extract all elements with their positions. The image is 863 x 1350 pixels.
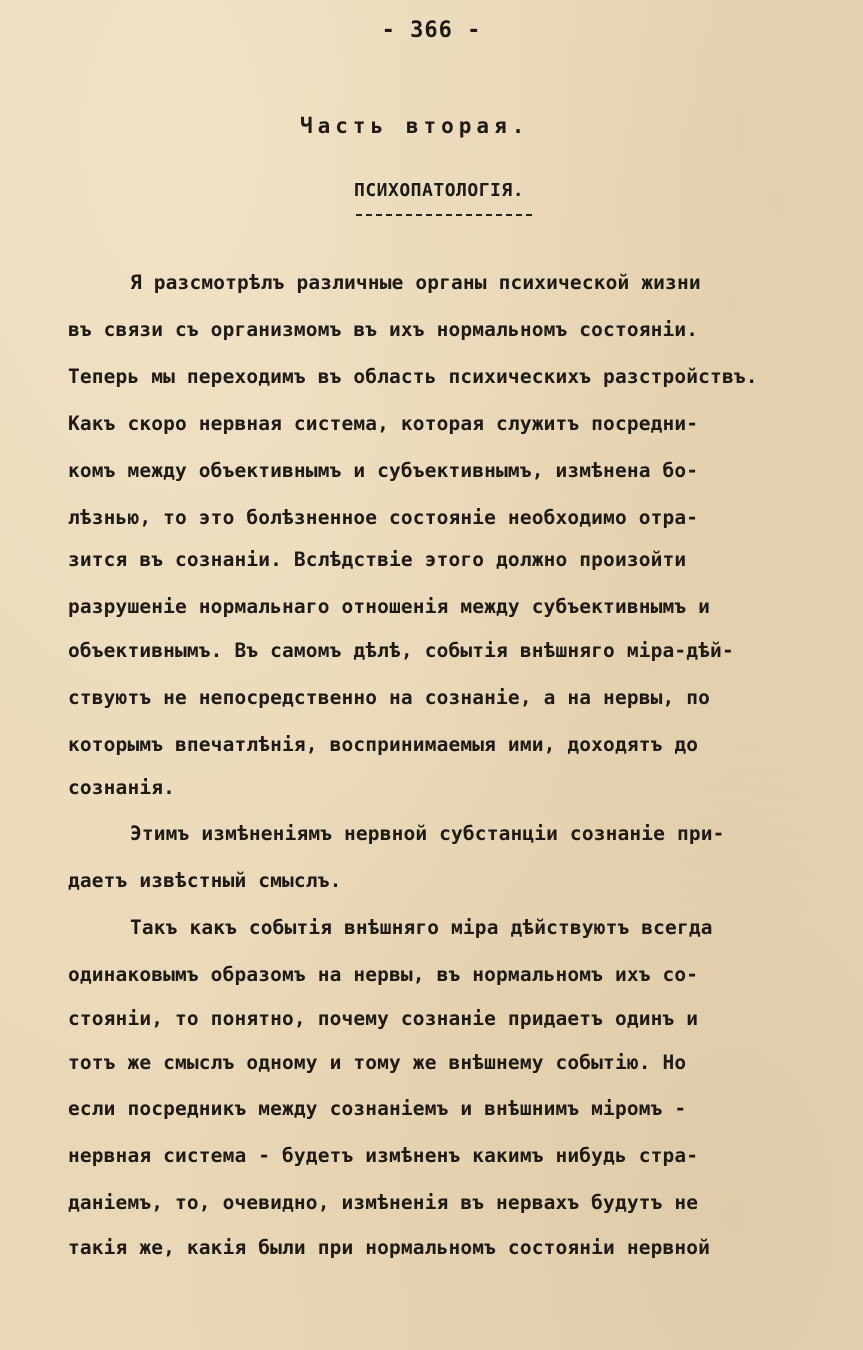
text-line: комъ между объективнымъ и субъективнымъ, измѣнена бо- <box>68 459 699 482</box>
text-line: Этимъ измѣненіямъ нервной субстанціи сознаніе при- <box>130 822 725 845</box>
part-heading: Часть вторая. <box>300 114 530 138</box>
text-line: сознанія. <box>68 776 176 799</box>
text-line: Теперь мы переходимъ въ область психическихъ разстройствъ. <box>68 365 758 388</box>
text-line: зится въ сознаніи. Вслѣдствіе этого должно произойти <box>68 548 687 571</box>
text-line: разрушеніе нормальнаго отношенія между субъективнымъ и <box>68 595 711 618</box>
text-line: даніемъ, то, очевидно, измѣненія въ нервахъ будутъ не <box>68 1191 699 1214</box>
text-line: объективнымъ. Въ самомъ дѣлѣ, событія внѣшняго міра-дѣй- <box>68 639 734 662</box>
text-line: въ связи съ организмомъ въ ихъ нормальномъ состояніи. <box>68 318 699 341</box>
text-line: Я разсмотрѣлъ различные органы психической жизни <box>130 271 701 294</box>
text-line: нервная система - будетъ измѣненъ какимъ нибудь стра- <box>68 1144 699 1167</box>
section-title: ПСИХОПАТОЛОГІЯ. <box>354 180 525 201</box>
text-line: Какъ скоро нервная система, которая служитъ посредни- <box>68 412 699 435</box>
text-line: даетъ извѣстный смыслъ. <box>68 869 342 892</box>
text-line: Такъ какъ событія внѣшняго міра дѣйствуютъ всегда <box>130 916 713 939</box>
text-line: стояніи, то понятно, почему сознаніе придаетъ одинъ и <box>68 1007 699 1030</box>
text-line: одинаковымъ образомъ на нервы, въ нормальномъ ихъ со- <box>68 963 699 986</box>
text-line: ствуютъ не непосредственно на сознаніе, а на нервы, по <box>68 686 711 709</box>
text-line: лѣзнью, то это болѣзненное состояніе необходимо отра- <box>68 506 699 529</box>
text-line: которымъ впечатлѣнія, воспринимаемыя ими, доходятъ до <box>68 733 699 756</box>
text-line: такія же, какія были при нормальномъ состояніи нервной <box>68 1236 711 1259</box>
text-line: если посредникъ между сознаніемъ и внѣшнимъ міромъ - <box>68 1097 687 1120</box>
text-line: тотъ же смыслъ одному и тому же внѣшнему событію. Но <box>68 1051 687 1074</box>
page-number: - 366 - <box>381 18 482 43</box>
title-underline <box>356 214 532 216</box>
